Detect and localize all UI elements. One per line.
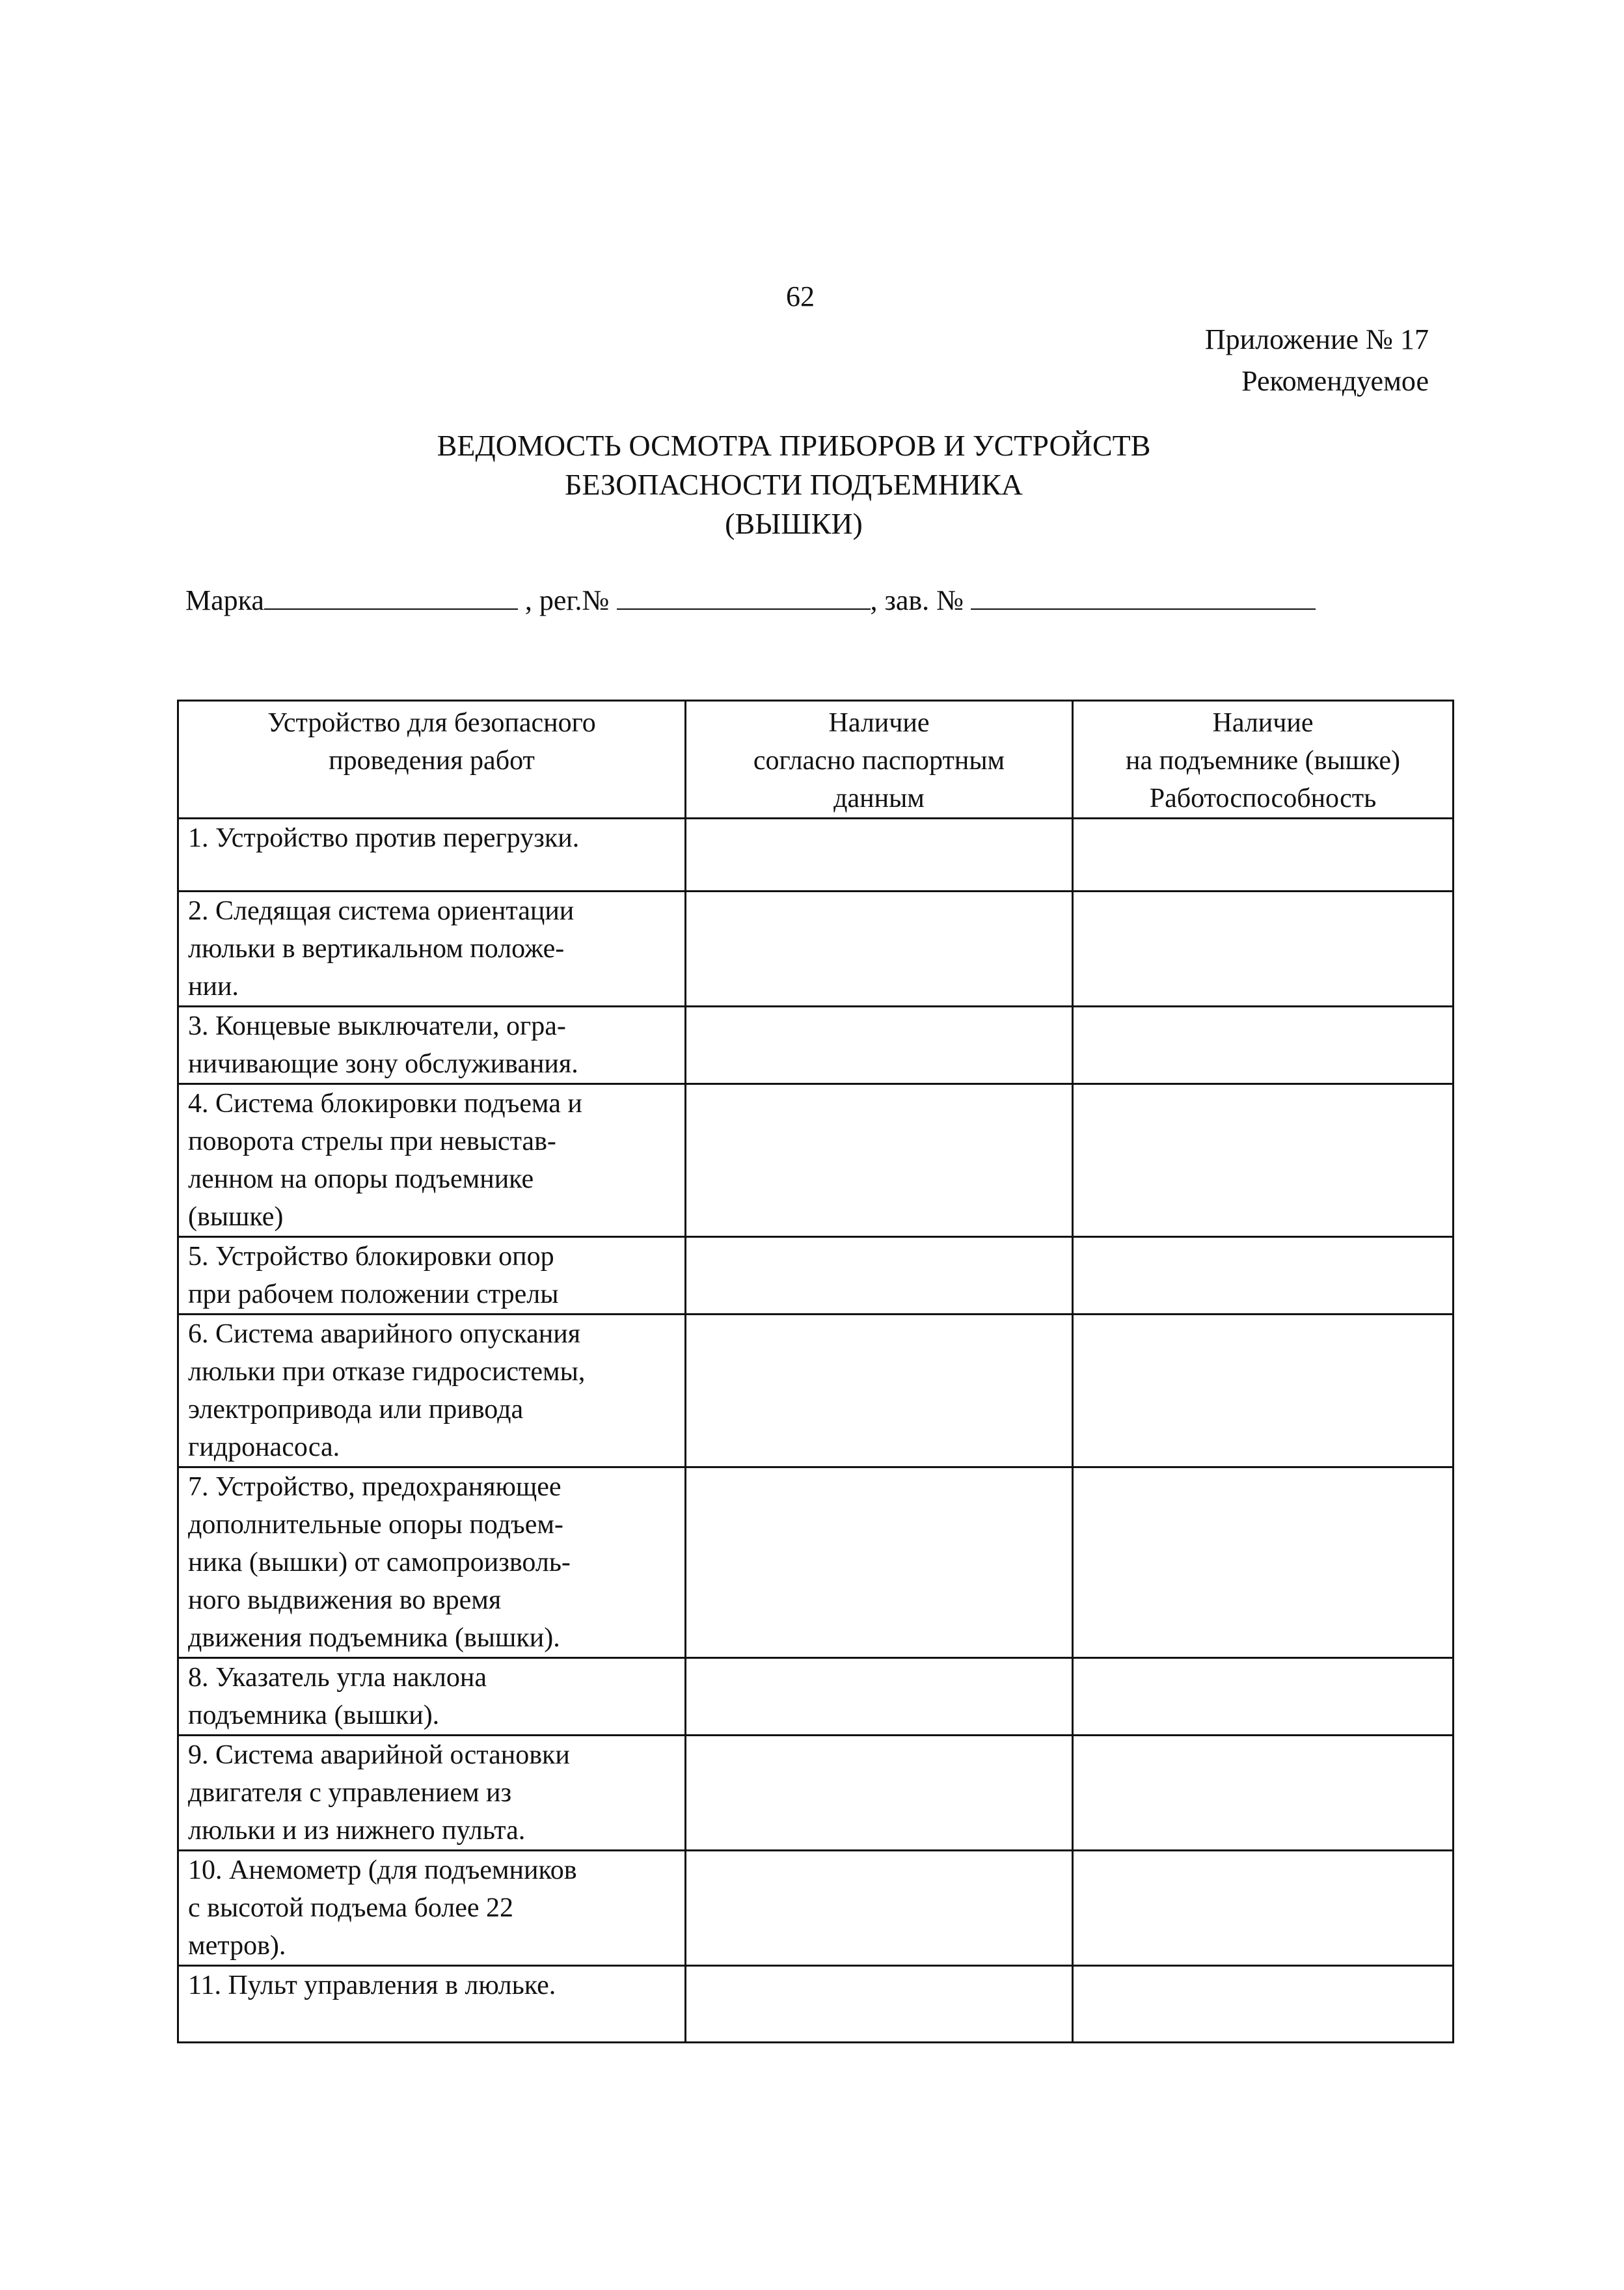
- device-item-line: люльки при отказе гидросистемы,: [188, 1357, 586, 1387]
- device-item-line: ника (вышки) от самопроизволь-: [188, 1547, 571, 1577]
- header-onsite-presence: Наличие на подъемнике (вышке) Работоспособность: [1073, 701, 1454, 819]
- serial-number-label: , зав. №: [870, 584, 964, 616]
- device-item-cell: [178, 1966, 686, 2043]
- onsite-presence-cell[interactable]: [1073, 1237, 1454, 1315]
- onsite-presence-cell[interactable]: [1073, 1851, 1454, 1966]
- onsite-presence-cell[interactable]: [1073, 1467, 1454, 1658]
- table-row: [178, 1007, 1454, 1084]
- device-item-cell: [178, 1467, 686, 1658]
- device-item-line: ного выдвижения во время: [188, 1585, 502, 1615]
- device-item-cell: [178, 1084, 686, 1237]
- device-item-cell: [178, 892, 686, 1007]
- device-item-cell: [178, 1237, 686, 1315]
- device-item-line: электропривода или привода: [188, 1395, 524, 1424]
- device-item-line: 10. Анемометр (для подъемников: [188, 1855, 577, 1885]
- passport-presence-cell[interactable]: [686, 1237, 1073, 1315]
- passport-presence-cell[interactable]: [686, 892, 1073, 1007]
- table-row: [178, 1658, 1454, 1736]
- appendix-status: Рекомендуемое: [1241, 365, 1429, 397]
- device-item-line: 5. Устройство блокировки опор: [188, 1242, 554, 1272]
- device-item-line: 1. Устройство против перегрузки.: [188, 823, 580, 853]
- device-item-line: подъемника (вышки).: [188, 1700, 440, 1730]
- device-item-line: люльки и из нижнего пульта.: [188, 1816, 526, 1846]
- device-item-line: люльки в вертикальном положе-: [188, 934, 565, 964]
- onsite-presence-cell[interactable]: [1073, 892, 1454, 1007]
- device-item-line: 11. Пульт управления в люльке.: [188, 1970, 556, 2000]
- device-item-line: 2. Следящая система ориентации: [188, 896, 575, 926]
- device-item-line: (вышке): [188, 1202, 284, 1232]
- device-item-line: 8. Указатель угла наклона: [188, 1663, 487, 1693]
- device-item-line: с высотой подъема более 22: [188, 1893, 514, 1923]
- identification-line: [185, 582, 1422, 617]
- device-item-line: 6. Система аварийного опускания: [188, 1319, 581, 1349]
- reg-number-label: , рег.№: [524, 584, 610, 616]
- device-item-line: метров).: [188, 1931, 286, 1961]
- table-row: [178, 1736, 1454, 1851]
- passport-presence-cell[interactable]: [686, 1851, 1073, 1966]
- device-item-line: 9. Система аварийной остановки: [188, 1740, 570, 1770]
- device-item-cell: [178, 1736, 686, 1851]
- passport-presence-cell[interactable]: [686, 1084, 1073, 1237]
- onsite-presence-cell[interactable]: [1073, 1084, 1454, 1237]
- device-item-cell: [178, 1315, 686, 1467]
- page-number: 62: [786, 280, 815, 312]
- passport-presence-cell[interactable]: [686, 1315, 1073, 1467]
- onsite-presence-cell[interactable]: [1073, 819, 1454, 892]
- table-header-row: [178, 701, 1454, 819]
- device-item-line: поворота стрелы при невыстав-: [188, 1126, 556, 1156]
- onsite-presence-cell[interactable]: [1073, 1007, 1454, 1084]
- title-line-1: ВЕДОМОСТЬ ОСМОТРА ПРИБОРОВ И УСТРОЙСТВ: [437, 429, 1151, 462]
- device-item-line: при рабочем положении стрелы: [188, 1279, 559, 1309]
- device-item-line: 3. Концевые выключатели, огра-: [188, 1011, 566, 1041]
- onsite-presence-cell[interactable]: [1073, 1736, 1454, 1851]
- table-row: [178, 1084, 1454, 1237]
- device-item-line: дополнительные опоры подъем-: [188, 1510, 563, 1540]
- device-item-cell: [178, 1658, 686, 1736]
- header-device: Устройство для безопасного проведения работ: [178, 701, 686, 819]
- passport-presence-cell[interactable]: [686, 1736, 1073, 1851]
- passport-presence-cell[interactable]: [686, 1007, 1073, 1084]
- table-row: [178, 819, 1454, 892]
- device-item-cell: [178, 1851, 686, 1966]
- reg-number-blank-field[interactable]: [617, 582, 871, 610]
- passport-presence-cell[interactable]: [686, 1467, 1073, 1658]
- onsite-presence-cell[interactable]: [1073, 1658, 1454, 1736]
- title-line-3: (ВЫШКИ): [725, 507, 863, 540]
- title-line-2: БЕЗОПАСНОСТИ ПОДЪЕМНИКА: [564, 468, 1023, 501]
- header-passport-presence: Наличие согласно паспортным данным: [686, 701, 1073, 819]
- table-row: [178, 1237, 1454, 1315]
- appendix-label: Приложение № 17: [1204, 323, 1429, 355]
- onsite-presence-cell[interactable]: [1073, 1966, 1454, 2043]
- passport-presence-cell[interactable]: [686, 819, 1073, 892]
- serial-number-blank-field[interactable]: [971, 582, 1316, 610]
- table-row: [178, 1966, 1454, 2043]
- passport-presence-cell[interactable]: [686, 1658, 1073, 1736]
- device-item-cell: [178, 1007, 686, 1084]
- brand-blank-field[interactable]: [264, 582, 518, 610]
- device-item-line: движения подъемника (вышки).: [188, 1623, 560, 1653]
- table-body: [178, 819, 1454, 2043]
- device-item-line: 7. Устройство, предохраняющее: [188, 1472, 562, 1502]
- device-item-line: двигателя с управлением из: [188, 1778, 512, 1808]
- table-row: [178, 892, 1454, 1007]
- onsite-presence-cell[interactable]: [1073, 1315, 1454, 1467]
- device-item-line: гидронасоса.: [188, 1432, 340, 1462]
- appendix-block: [1205, 319, 1429, 402]
- device-item-line: ничивающие зону обслуживания.: [188, 1049, 578, 1079]
- table-row: [178, 1315, 1454, 1467]
- table-row: [178, 1467, 1454, 1658]
- brand-label: Марка: [185, 584, 264, 616]
- passport-presence-cell[interactable]: [686, 1966, 1073, 2043]
- device-item-line: 4. Система блокировки подъема и: [188, 1089, 582, 1119]
- device-item-cell: [178, 819, 686, 892]
- inspection-table: [177, 700, 1454, 2043]
- device-item-line: нии.: [188, 972, 239, 1002]
- device-item-line: ленном на опоры подъемнике: [188, 1164, 534, 1194]
- table-row: [178, 1851, 1454, 1966]
- document-title: [260, 426, 1327, 543]
